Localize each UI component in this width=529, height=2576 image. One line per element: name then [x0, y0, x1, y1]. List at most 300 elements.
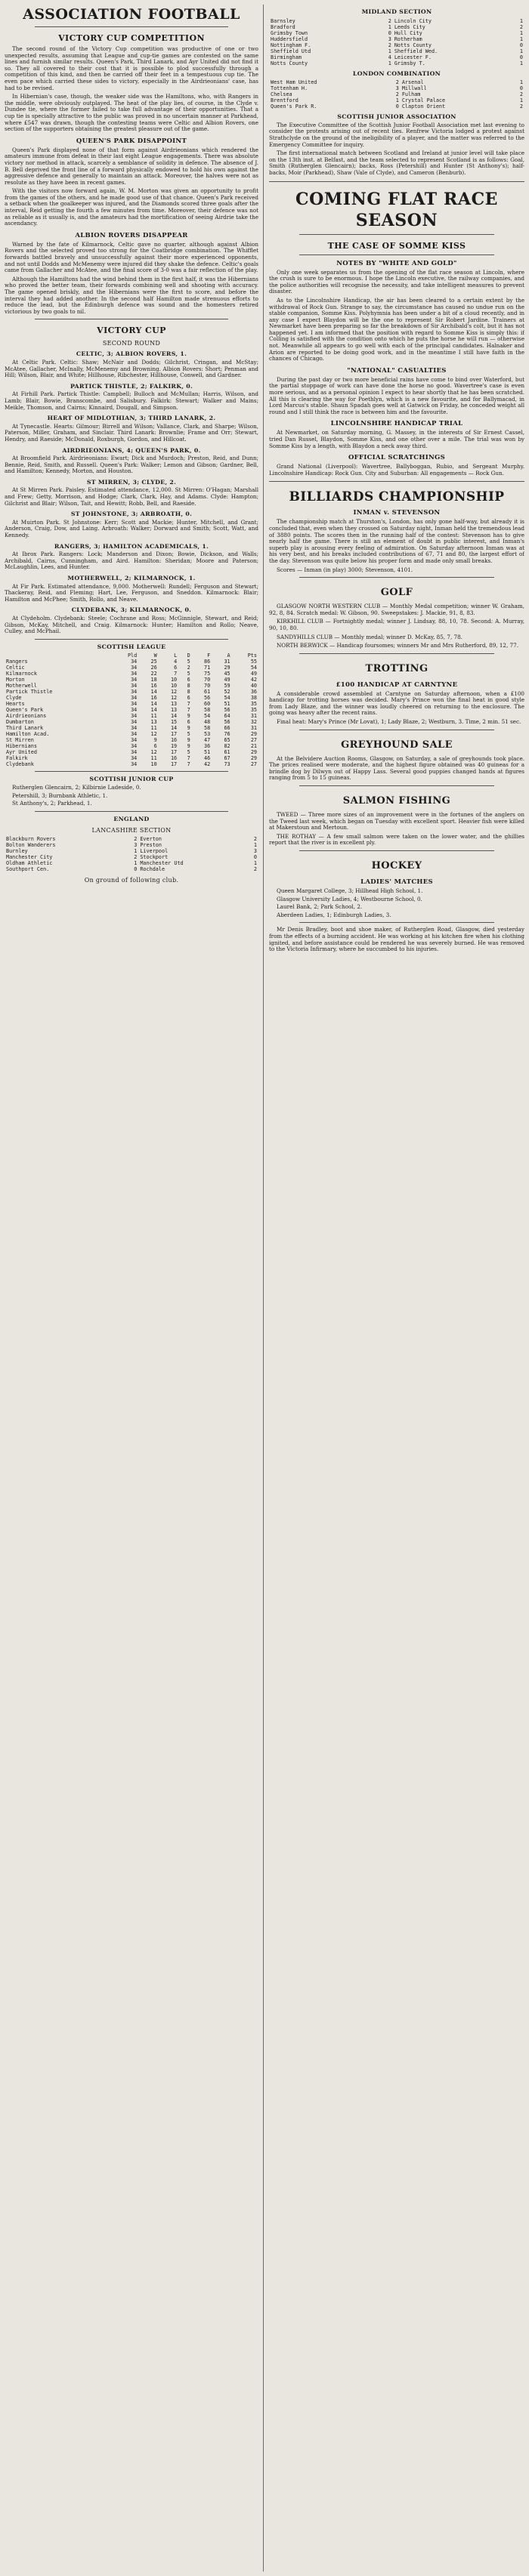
- divider: [299, 785, 494, 786]
- table-row: [269, 85, 524, 91]
- table-cell: 14: [170, 713, 178, 720]
- table-cell: 1: [519, 35, 523, 42]
- table-cell: 73: [224, 761, 230, 768]
- league-table-header: [5, 652, 258, 659]
- table-cell: Hull City: [394, 29, 422, 36]
- table-cell: 13: [150, 719, 157, 726]
- table-cell: 11: [150, 755, 157, 762]
- article-paragraph: GLASGOW NORTH WESTERN CLUB — Monthly Medal competition; winner W. Graham, 92, 8, 84. Scratch medal: W. Gibson, 90. Sweepstakes: J. Mackie, 91, 8, 83.: [269, 603, 524, 616]
- table-cell: Manchester Utd: [140, 860, 184, 867]
- page-title: ASSOCIATION FOOTBALL: [23, 6, 240, 23]
- divider: [35, 811, 228, 812]
- table-cell: 2: [187, 665, 190, 671]
- table-cell: Preston: [140, 842, 162, 849]
- table-cell: 12: [150, 731, 157, 738]
- sja-title: SCOTTISH JUNIOR ASSOCIATION: [337, 113, 456, 121]
- result-heading: PARTICK THISTLE, 2; FALKIRK, 0.: [70, 382, 193, 390]
- table-cell: 25: [150, 659, 157, 665]
- table-cell: 17: [170, 761, 178, 768]
- billiards-subtitle: INMAN v. STEVENSON: [353, 509, 441, 517]
- table-cell: 59: [224, 683, 230, 690]
- lancashire-table: [5, 836, 258, 872]
- article-paragraph: During the past day or two more beneficial rains have come to bind over Waterford, but the partial stoppage of work can have done the horse no good. Wavertree's case is even more serious, and as a personal opinion I expect to hear shortly that he has been scratched. All this is clearing the way for Poethlyn, which is a new favourite, and for Ballymacad, in Lord Marcus's stable. Shaun Spadah goes well at Gatwick on Friday, he conceded weight all round and I still think the race is between him and the favourite.: [269, 375, 524, 415]
- divider: [299, 850, 494, 851]
- table-cell: 38: [250, 695, 257, 702]
- table-cell: Barnsley: [271, 17, 295, 24]
- headline-greyhound: GREYHOUND SALE: [341, 739, 453, 751]
- table-cell: 5: [187, 749, 190, 756]
- table-cell: 1: [388, 48, 391, 54]
- midland-title: MIDLAND SECTION: [361, 8, 432, 15]
- london-title: LONDON COMBINATION: [352, 69, 441, 77]
- league-header-cell: Pts: [247, 652, 257, 659]
- table-row: [5, 719, 258, 725]
- table-cell: 1: [395, 97, 399, 104]
- table-cell: 34: [131, 749, 138, 756]
- table-cell: 76: [224, 731, 230, 738]
- headline-golf: GOLF: [380, 587, 413, 599]
- table-cell: 3: [395, 85, 399, 92]
- table-cell: 29: [250, 731, 257, 738]
- table-cell: 4: [388, 54, 391, 60]
- result-heading: CLYDEBANK, 3; KILMARNOCK, 0.: [71, 606, 192, 614]
- headline-hockey: HOCKEY: [371, 860, 422, 872]
- table-cell: 17: [170, 749, 178, 756]
- table-cell: 1: [388, 23, 391, 30]
- result-line: At Celtic Park. Celtic: Shaw; McNair and Dodds; Gilchrist, Cringan, and McStay; McAtee, Gallacher, McInally, McMenemy and Browning. Albion Rovers: Short; Penman and Hill; Wilson, Blair, and White; Hillhouse, Ribchester, Hillhouse, Conwell, and Gardner.: [5, 358, 258, 379]
- table-cell: 45: [224, 671, 230, 677]
- article-paragraph: NORTH BERWICK — Handicap foursomes; winners Mr and Mrs Rutherford, 89, 12, 77.: [277, 642, 518, 649]
- table-cell: 21: [250, 743, 257, 750]
- article-paragraph: Queen's Park displayed none of that form against Airdrieonians which rendered the amateurs immune from defeat in their last eight League engagements. There was absolute victory nor method in attack, scarcely a semblance of solidity in defence. The absence of J. B. Bell deprived the front line of a forward physically endowed to hold his own against the aggressive defence and generally to maintain an attack. Moreover, the halves were not as resolute as they have been in recent games.: [5, 146, 258, 186]
- table-cell: 56: [224, 719, 230, 726]
- table-cell: 27: [250, 737, 257, 744]
- result-line: At Muirton Park. St Johnstone: Kerr; Scott and Mackie; Hunter, Mitchell, and Grant; Anderson, Craig, Dow, and Laing. Arbroath: Walker; Dorward and Smith; Scott, Watt, and Kennedy.: [5, 518, 258, 539]
- table-row: [269, 79, 524, 85]
- table-cell: 0: [134, 866, 138, 873]
- article-paragraph: The Executive Committee of the Scottish Junior Football Association met last evening to consider the protests arising out of recent ties. Renfrew Victoria lodged a protest against Strathclyde on the ground of the ineligibility of a player, and the matter was referred to the Emergency Committee for inquiry.: [269, 121, 524, 148]
- table-cell: Burnley: [6, 848, 28, 855]
- divider: [35, 771, 228, 772]
- junior-results: [5, 785, 258, 807]
- table-cell: 15: [170, 719, 178, 726]
- table-cell: 32: [250, 719, 257, 726]
- table-cell: 12: [170, 695, 178, 702]
- table-cell: 0: [519, 85, 523, 92]
- table-row: [5, 848, 258, 854]
- table-cell: 36: [250, 689, 257, 696]
- table-cell: 34: [131, 665, 138, 671]
- league-header-cell: L: [174, 652, 178, 659]
- table-row: [269, 48, 524, 54]
- league-table-title: SCOTTISH LEAGUE: [97, 643, 166, 650]
- section-subtitle: SECOND ROUND: [102, 340, 161, 347]
- kicker-lincoln-trial: LINCOLNSHIRE HANDICAP TRIAL: [330, 420, 463, 428]
- table-row: [5, 725, 258, 731]
- headline-somme-kiss: THE CASE OF SOMME KISS: [327, 240, 466, 251]
- table-cell: 29: [250, 749, 257, 756]
- result-heading: RANGERS, 3; HAMILTON ACADEMICALS, 1.: [54, 542, 209, 550]
- notes-byline: NOTES BY "WHITE AND GOLD": [336, 259, 457, 267]
- table-cell: Southport Cen.: [6, 866, 50, 873]
- table-cell: Nottingham F.: [271, 42, 311, 48]
- table-cell: Hamilton Acad.: [6, 731, 50, 738]
- result-line: At Ibrox Park. Rangers: Lock; Manderson and Dixon; Bowie, Dickson, and Walls; Archibald, Cairns, Cunningham, and Aird. Hamilton: Sheridan; Moore and Paterson; McLaughlin, Lees, and Hunter.: [5, 551, 258, 571]
- table-cell: 54: [250, 665, 257, 671]
- table-cell: 1: [519, 79, 523, 86]
- table-cell: Fulham: [401, 91, 421, 98]
- table-cell: 7: [187, 701, 190, 708]
- divider: [35, 639, 228, 640]
- table-cell: 2: [519, 23, 523, 30]
- table-row: [5, 755, 258, 761]
- divider: [35, 26, 228, 27]
- result-line: At Fir Park. Estimated attendance, 9,000. Motherwell: Rundell; Ferguson and Stewart; Thackeray, Reid, and Fleming; Hart, Lee, Ferguson, and Sneddon. Kilmarnock: Blair; Hamilton and McPhee; Smith, Rollo, and Neave.: [5, 582, 258, 603]
- table-cell: 3: [134, 842, 138, 849]
- table-cell: 29: [224, 665, 230, 671]
- table-cell: 16: [170, 737, 178, 744]
- table-cell: 31: [250, 725, 257, 732]
- table-cell: 4: [174, 659, 178, 665]
- article-paragraph: Final heat: Mary's Prince (Mr Lovat), 1; Lady Blaze, 2; Westburn, 3. Time, 2 min. 51 sec.: [277, 718, 521, 726]
- table-cell: 31: [224, 659, 230, 665]
- table-row: [5, 671, 258, 677]
- table-cell: 1: [134, 848, 138, 855]
- table-cell: 51: [224, 701, 230, 708]
- table-row: [5, 707, 258, 713]
- table-cell: 34: [131, 755, 138, 762]
- table-cell: 7: [174, 671, 178, 677]
- table-cell: 40: [250, 683, 257, 690]
- headline-season: SEASON: [355, 210, 438, 230]
- table-cell: 14: [150, 689, 157, 696]
- table-cell: 58: [203, 725, 211, 732]
- table-row: [5, 683, 258, 689]
- table-cell: 34: [131, 659, 138, 665]
- table-cell: 8: [187, 683, 190, 690]
- results-list: [5, 351, 258, 634]
- table-cell: 56: [203, 695, 211, 702]
- table-cell: 60: [203, 701, 211, 708]
- table-cell: Arsenal: [401, 79, 424, 86]
- table-cell: 58: [203, 707, 211, 714]
- article-paragraph: Only one week separates us from the opening of the flat race season at Lincoln, where the crush is sure to be enormous. I hope the Lincoln executive, the railway companies, and the police authorities will recognise the necessity, and take intelligent measures to prevent disaster.: [269, 268, 524, 295]
- table-cell: Grimsby T.: [394, 60, 425, 66]
- article-paragraph: Mr Denis Bradley, boot and shoe maker, of Rutherglen Road, Glasgow, died yesterday from the effects of a burning accident. He was working at his kitchen fire when his clothing ignited, and before assistance could be rendered he was severely burned. He was removed to the Victoria Infirmary, where he succumbed to his injuries.: [269, 926, 524, 953]
- league-table: [5, 652, 258, 767]
- table-cell: 0: [388, 29, 391, 36]
- table-row: [5, 659, 258, 665]
- league-header-cell: D: [187, 652, 190, 659]
- table-cell: Bolton Wanderers: [6, 842, 56, 849]
- table-cell: 1: [253, 842, 257, 849]
- table-cell: 2: [134, 836, 138, 843]
- table-cell: Notts County: [394, 42, 432, 48]
- table-row: [269, 36, 524, 42]
- table-cell: 1: [134, 860, 138, 867]
- result-heading: AIRDRIEONIANS, 4; QUEEN'S PARK, 0.: [62, 446, 201, 454]
- list-item: Queen Margaret College, 3; Hillhead High School, 1.: [277, 887, 423, 894]
- result-line: At Firhill Park. Partick Thistle: Campbell; Bulloch and McMullan; Harris, Wilson, and Lamb; Blair, Bowie, Branscombe, and Salisbury. Falkirk: Stewart; Walker and Mains; Meikle, Thomson, and Cairns; Kinnaird, Dougall, and Simpson.: [5, 390, 258, 411]
- table-cell: 6: [153, 743, 157, 750]
- table-cell: 34: [131, 719, 138, 726]
- table-cell: Queen's Park: [6, 707, 44, 714]
- section-title-victory-cup: VICTORY CUP COMPETITION: [58, 33, 205, 43]
- table-cell: 6: [187, 719, 190, 726]
- table-cell: 14: [170, 725, 178, 732]
- table-cell: Brentford: [271, 97, 299, 104]
- table-cell: 1: [519, 60, 523, 66]
- table-cell: 35: [250, 707, 257, 714]
- table-cell: 70: [203, 683, 211, 690]
- table-cell: 56: [224, 707, 230, 714]
- table-cell: Queen's Park R.: [271, 103, 317, 110]
- table-cell: 75: [203, 671, 211, 677]
- table-row: [269, 18, 524, 24]
- table-row: [5, 689, 258, 695]
- table-cell: 11: [150, 713, 157, 720]
- table-cell: Third Lanark: [6, 725, 44, 732]
- table-cell: 26: [150, 665, 157, 671]
- article-paragraph: The championship match at Thurston's, London, has only gone half-way, but already it is concluded that, even when they crossed on Saturday night, Inman held the tremendous lead of 3880 points. The scores then in the running half of the contest: Stevenson has to give nearly half the game. There is still an element of doubt in public interest, and Inman's superb play is arousing every feeling of admiration. On Saturday afternoon Inman was at his very best, and his breaks included contributions of 67, 71 and 80, the largest effort of the day. Stevenson was quite below his proper form and made only small breaks.: [269, 518, 524, 564]
- divider: [299, 922, 494, 923]
- table-cell: Bradford: [271, 23, 295, 30]
- result-line: At St Mirren Park. Paisley. Estimated attendance, 12,000. St Mirren: O'Hagan; Marshall and Frew; Getty, Morrison, and Hodge; Clark, Clark, Hay, and Adams. Clyde: Hampton; Gilchrist and Blair; Wilson, Tait, and Hewitt; Robb, Bell, and Raeside.: [5, 486, 258, 507]
- table-cell: Oldham Athletic: [6, 860, 53, 867]
- table-row: [269, 97, 524, 103]
- england-title: ENGLAND: [113, 815, 150, 822]
- table-cell: Notts County: [271, 60, 308, 66]
- table-row: [5, 737, 258, 743]
- article-paragraph: As to the Lincolnshire Handicap, the air has been cleared to a certain extent by the withdrawal of Rock Gun. Strange to say, the circumstance has caused no undue run on the stable companion, Somme Kiss. Polyhymnia has been under a bit of a cloud recently, and in any case I expect Blaydon will be the one to represent Sir Robert Jardine. Trainers at Newmarket have been preparing so far the breakdown of Sir Archibald's colt, but it has not happened yet. I am informed that the position with regard to Somme Kiss is simply this: if Colling is satisfied with the condition onto which he puts the horse he will run — otherwise not. Meanwhile all appears to go well with each of the principal candidates. Halnaker and Arion are reported to be doing good work, and in the meantime I still have faith in the chances of Chicago.: [269, 296, 524, 362]
- table-row: [269, 103, 524, 110]
- list-item: St Anthony's, 2; Parkhead, 1.: [12, 800, 92, 807]
- kicker-queens-park: QUEEN'S PARK DISAPPOINT: [76, 137, 187, 145]
- table-cell: Dumbarton: [6, 719, 34, 726]
- list-item: Petershill, 3; Burnbank Athletic, 1.: [12, 791, 108, 799]
- table-cell: Clyde: [6, 695, 22, 702]
- result-heading: HEART OF MIDLOTHIAN, 3; THIRD LANARK, 2.: [47, 415, 216, 422]
- table-cell: 11: [150, 725, 157, 732]
- table-row: [5, 677, 258, 683]
- list-item: Laurel Bank, 2; Park School, 2.: [277, 903, 363, 911]
- list-item: Aberdeen Ladies, 1; Edinburgh Ladies, 3.: [277, 911, 391, 918]
- table-row: [5, 842, 258, 848]
- table-row: [5, 860, 258, 866]
- article-paragraph: With the visitors now forward again, W. M. Morton was given an opportunity to profit from the games of the others, and he made good use of that chance. Queen's Park received a setback when the goalkeeper was injured, and the Diamonds scored three goals after the interval, Reid getting the fourth a few minutes from time. Moreover, their defence was not as reliable as it usually is, and the amateurs had the mortification of seeing Airdrie take the ascendancy.: [5, 187, 258, 227]
- table-cell: Sheffield Utd: [271, 48, 311, 54]
- table-cell: Sheffield Wed.: [394, 48, 438, 54]
- midland-table: [269, 18, 524, 66]
- table-cell: 7: [187, 707, 190, 714]
- table-cell: 1: [519, 48, 523, 54]
- table-cell: St Mirren: [6, 737, 34, 744]
- table-row: [269, 30, 524, 36]
- table-cell: 22: [150, 671, 157, 677]
- table-cell: 34: [131, 689, 138, 696]
- table-cell: 9: [153, 737, 157, 744]
- section-title-cup-results: VICTORY CUP: [97, 325, 166, 336]
- table-cell: 34: [131, 683, 138, 690]
- table-cell: 42: [203, 761, 211, 768]
- table-cell: Airdrieonians: [6, 713, 47, 720]
- article-paragraph: At the Belvidere Auction Rooms, Glasgow, on Saturday, a sale of greyhounds took place. The prices realised were moderate, and the highest figure obtained was 40 guineas for a brindle dog by Dilwyn out of Happy Lass. Several good puppies changed hands at figures ranging from 5 to 15 guineas.: [269, 754, 524, 782]
- table-cell: 9: [187, 743, 190, 750]
- table-cell: 61: [224, 749, 230, 756]
- table-cell: Leicester F.: [394, 54, 432, 60]
- result-heading: ST JOHNSTONE, 3; ARBROATH, 0.: [70, 511, 193, 518]
- table-cell: Everton: [140, 836, 162, 843]
- table-cell: Rochdale: [140, 866, 166, 873]
- result-line: At Clydeholm. Clydebank: Steele; Cochrane and Ross; McGinnigle, Stewart, and Reid; Gibson, McKay, Mitchell, and Craig. Kilmarnock: Hunter; Hamilton and Rollo; Neave, Culley, and McPhail.: [5, 614, 258, 635]
- table-cell: 10: [150, 761, 157, 768]
- result-heading: ST MIRREN, 3; CLYDE, 2.: [86, 478, 177, 486]
- table-cell: Manchester City: [6, 854, 53, 861]
- table-cell: 46: [203, 755, 211, 762]
- table-cell: Liverpool: [140, 848, 169, 855]
- table-cell: 48: [203, 719, 211, 726]
- divider: [269, 181, 524, 182]
- london-table: [269, 79, 524, 110]
- list-item: Rutherglen Glencairn, 2; Kilbirnie Ladeside, 0.: [12, 783, 141, 791]
- table-cell: 65: [224, 737, 230, 744]
- table-cell: Rotherham: [394, 35, 422, 42]
- article-paragraph: SANDYHILLS CLUB — Monthly medal; winner D. McKay, 85, 7, 78.: [277, 633, 462, 640]
- table-cell: 12: [170, 689, 178, 696]
- table-cell: 34: [131, 725, 138, 732]
- left-column: [5, 5, 258, 2571]
- table-cell: 10: [170, 683, 178, 690]
- table-cell: 34: [131, 743, 138, 750]
- table-row: [5, 749, 258, 755]
- article-paragraph: KIRKHILL CLUB — Fortnightly medal; winner J. Lindsay, 88, 10, 78. Second: A. Murray, 90, 10, 80.: [269, 618, 524, 631]
- table-cell: 34: [131, 695, 138, 702]
- kicker-casualties: "NATIONAL" CASUALTIES: [347, 366, 447, 375]
- table-row: [269, 60, 524, 66]
- table-cell: 64: [224, 713, 230, 720]
- table-cell: 14: [150, 701, 157, 708]
- table-cell: 0: [395, 103, 399, 110]
- result-heading: MOTHERWELL, 2; KILMARNOCK, 1.: [67, 575, 196, 582]
- table-cell: 9: [187, 737, 190, 744]
- table-cell: 1: [519, 17, 523, 24]
- table-cell: 51: [203, 749, 211, 756]
- table-cell: Lincoln City: [394, 17, 432, 24]
- table-cell: 16: [150, 695, 157, 702]
- table-cell: Birmingham: [271, 54, 302, 60]
- table-cell: 7: [187, 761, 190, 768]
- table-cell: 34: [131, 731, 138, 738]
- table-cell: 35: [250, 701, 257, 708]
- table-cell: 70: [203, 677, 211, 683]
- table-cell: 31: [250, 713, 257, 720]
- table-cell: 5: [187, 659, 190, 665]
- table-cell: 6: [174, 665, 178, 671]
- table-cell: Hearts: [6, 701, 25, 708]
- table-cell: 34: [131, 671, 138, 677]
- article-paragraph: At Newmarket, on Saturday morning, G. Massey, in the interests of Sir Ernest Cassel, tried Dan Russel, Blaydon, Somme Kiss, and one other over a mile. The trial was won by Somme Kiss by a length, with Blaydon a neck away third.: [269, 429, 524, 449]
- table-row: [5, 713, 258, 719]
- hockey-subtitle: LADIES' MATCHES: [360, 878, 433, 886]
- table-row: [5, 854, 258, 860]
- table-cell: Rangers: [6, 659, 28, 665]
- table-cell: Crystal Palace: [401, 97, 446, 104]
- table-cell: 0: [253, 854, 257, 861]
- headline-salmon: SALMON FISHING: [342, 795, 451, 807]
- table-cell: Kilmarnock: [6, 671, 37, 677]
- table-cell: Falkirk: [6, 755, 28, 762]
- table-cell: Chelsea: [271, 91, 292, 98]
- table-cell: 67: [224, 755, 230, 762]
- divider: [299, 577, 494, 578]
- table-cell: West Ham United: [271, 79, 317, 86]
- table-cell: 2: [253, 836, 257, 843]
- table-cell: 86: [203, 659, 211, 665]
- table-cell: 3: [388, 35, 391, 42]
- article-paragraph: Grand National (Liverpool): Wavertree, Ballyboggan, Rubio, and Sergeant Murphy. Lincolnshire Handicap: Rock Gun. City and Suburban: All engagements — Rock Gun.: [269, 463, 524, 477]
- table-cell: 9: [187, 713, 190, 720]
- kicker-scratchings: OFFICIAL SCRATCHINGS: [348, 454, 446, 462]
- divider: [299, 234, 494, 235]
- article-paragraph: THE ROTHAY — A few small salmon were taken on the lower water, and the ghillies report that the river is in excellent ply.: [269, 832, 524, 847]
- table-cell: 7: [187, 755, 190, 762]
- right-column: [269, 5, 524, 2571]
- table-cell: 12: [150, 749, 157, 756]
- intro-paragraph: In Hibernian's case, though, the weaker side was the Hamiltons, who, with Rangers in the middle, were obviously outplayed. The heat of the play lies, of course, in the Clyde v. Dundee tie, where the former failed to take full advantage of their opportunities. That a cup tie is specially attractive to the public was proved in no uncertain manner at Parkhead, where £547 was drawn, though the contesting teams were Celtic and Albion Rovers, one section of the supporters obtaining the greatest pleasure out of the game.: [5, 93, 258, 133]
- divider: [299, 653, 494, 654]
- table-cell: 42: [250, 677, 257, 683]
- table-cell: Tottenham H.: [271, 85, 308, 92]
- table-cell: 9: [187, 725, 190, 732]
- table-cell: 66: [224, 725, 230, 732]
- table-cell: 1: [253, 860, 257, 867]
- table-cell: 16: [170, 755, 178, 762]
- league-header-cell: F: [207, 652, 211, 659]
- table-cell: Motherwell: [6, 683, 37, 690]
- table-cell: Clydebank: [6, 761, 34, 768]
- table-cell: 1: [388, 60, 391, 66]
- table-cell: 71: [203, 665, 211, 671]
- table-row: [5, 743, 258, 749]
- table-cell: 13: [170, 707, 178, 714]
- table-cell: 27: [250, 761, 257, 768]
- league-header-cell: Pld: [127, 652, 138, 659]
- intro-paragraph: The second round of the Victory Cup competition was productive of one or two unexpected results, assuming that League and cup-tie games are contested on the same lines and furnish similar results. Queen's Park, Third Lanark, and Ayr United did not find it so. They all covered to their cost that it is possible to plod successfully through a competition of this kind, and then be carried off their feet in a tempestuous cup tie. The even pace which carried these sides to victory, especially in the Airdrieonians' case, has had to be revised.: [5, 45, 258, 91]
- lancashire-title: LANCASHIRE SECTION: [91, 827, 172, 835]
- table-cell: Grimsby Town: [271, 29, 308, 36]
- table-cell: 34: [131, 707, 138, 714]
- table-cell: 34: [131, 737, 138, 744]
- table-cell: 10: [170, 677, 178, 683]
- table-cell: Stockport: [140, 854, 169, 861]
- table-cell: 6: [187, 695, 190, 702]
- table-row: [269, 24, 524, 30]
- table-cell: Leeds City: [394, 23, 425, 30]
- table-row: [5, 761, 258, 767]
- league-header-cell: A: [227, 652, 230, 659]
- table-row: [5, 836, 258, 842]
- table-cell: Huddersfield: [271, 35, 308, 42]
- table-cell: 1: [519, 29, 523, 36]
- result-line: At Broomfield Park. Airdrieonians: Ewart; Dick and Murdoch; Preston, Reid, and Dunn; Bennie, Reid, Smith, and Russell. Queen's Park: Walker; Lemon and Gibson; Gardner, Bell, and Hamilton; Kennedy, Morton, and Houston.: [5, 455, 258, 475]
- table-cell: 53: [203, 731, 211, 738]
- column-rule: [263, 5, 264, 2571]
- table-cell: 34: [131, 761, 138, 768]
- table-cell: 1: [519, 97, 523, 104]
- article-paragraph: TWEED — Three more sizes of an improvement were in the fortunes of the anglers on the Tweed last week, which began on Tuesday with excellent sport. Heavier fish were killed at Makerstoun and Mertoun.: [269, 811, 524, 831]
- table-cell: 47: [203, 737, 211, 744]
- list-item: Glasgow University Ladies, 4; Westbourne School, 0.: [277, 895, 422, 902]
